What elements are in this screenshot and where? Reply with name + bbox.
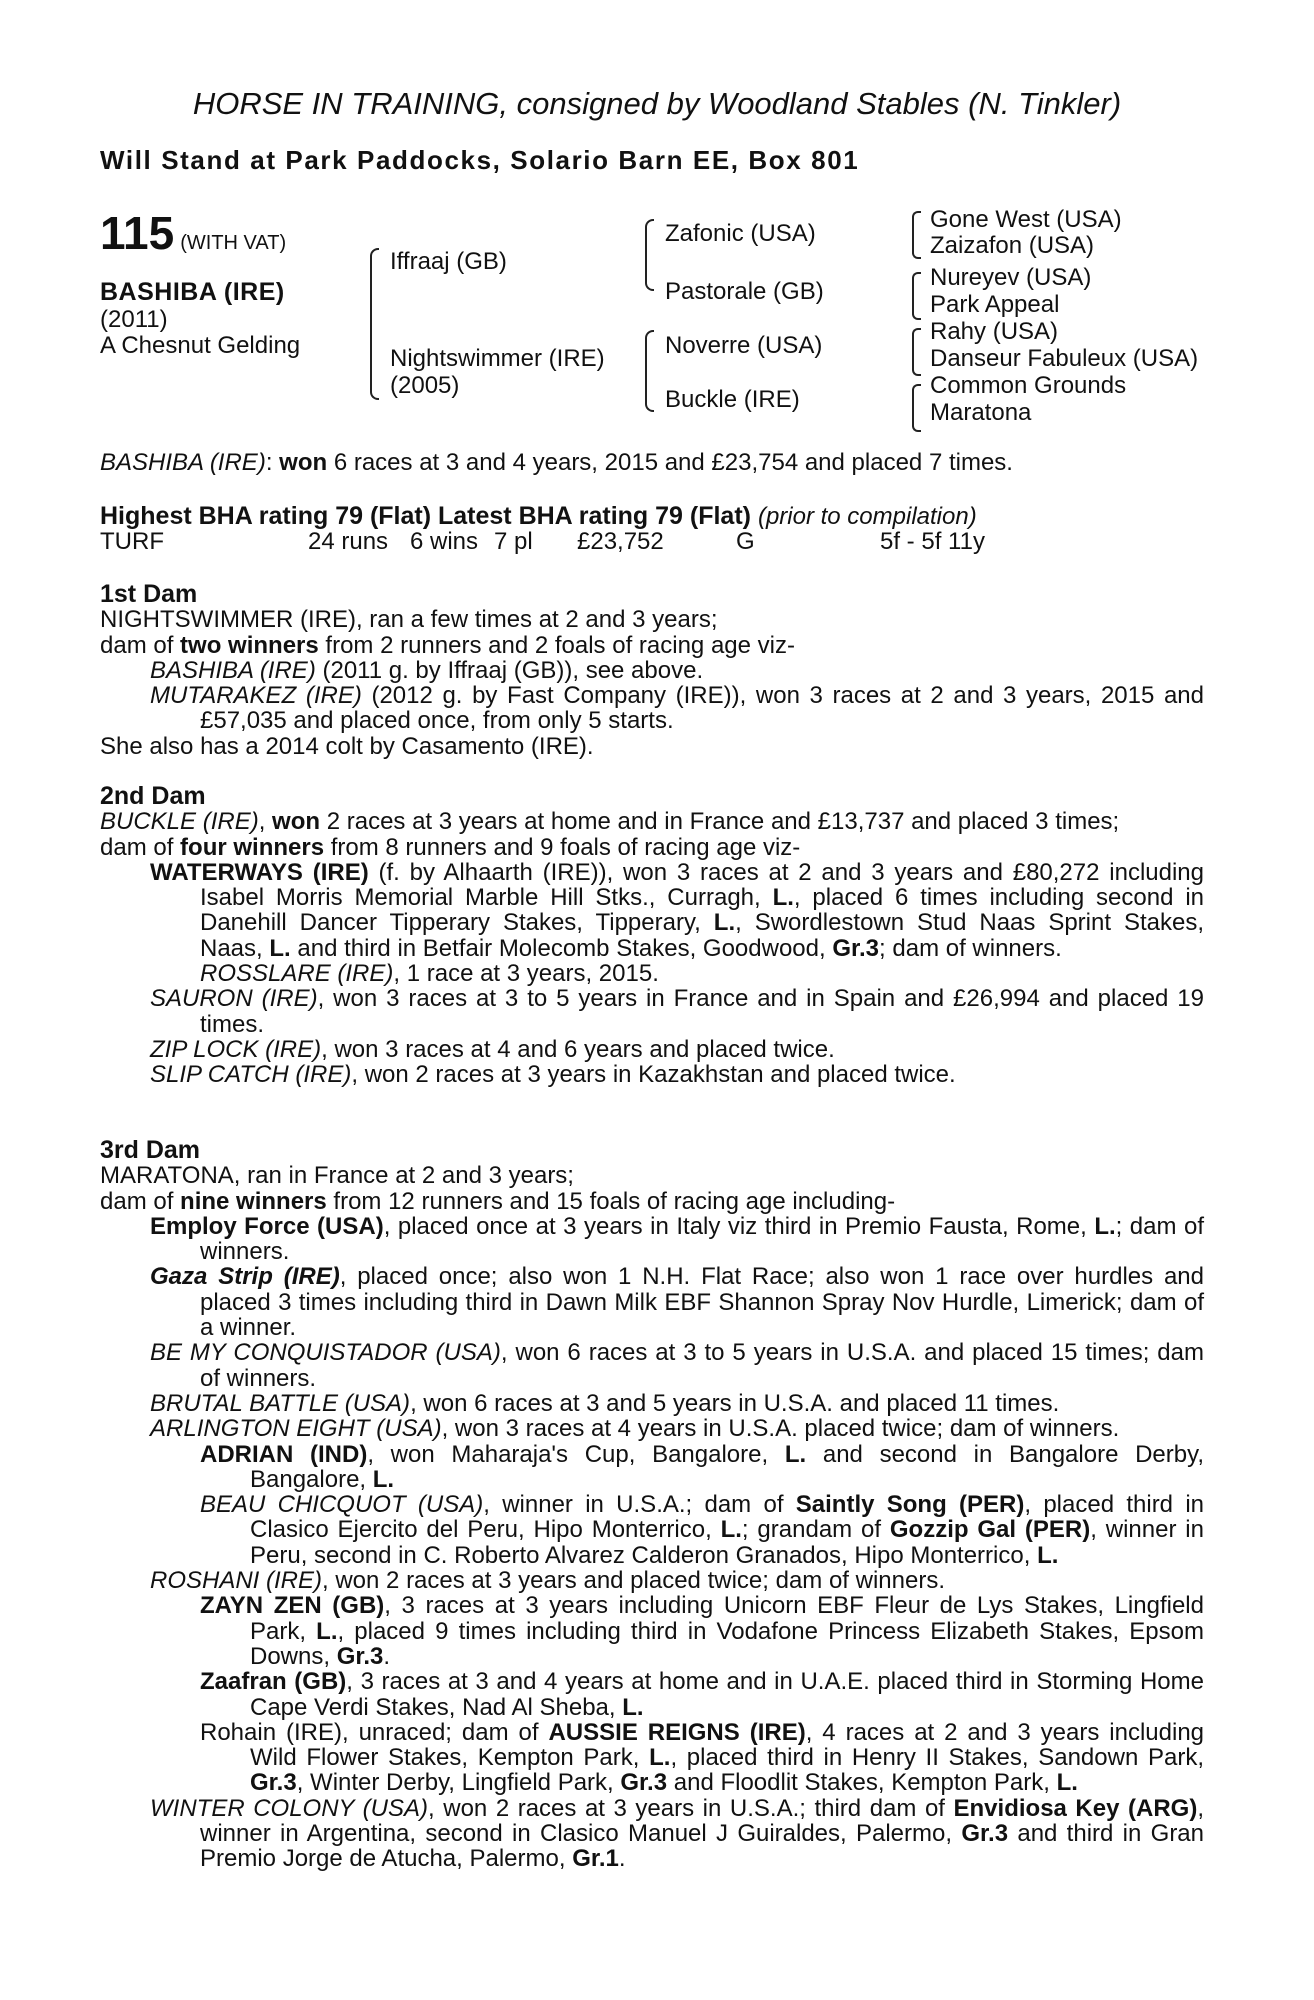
summary-horse-name: BASHIBA (IRE) [100,449,266,476]
produce-details: (2011 g. by Iffraaj (GB)), see above. [315,656,704,684]
produce-details: . [618,1845,626,1873]
first-dam-produce [100,633,1204,658]
turf-placed: 7 pl [494,528,533,555]
produce-details: , 4 races at 2 and 3 years including Wild Flower Stakes, Kempton Park, [250,1718,1205,1772]
produce-name: Gozzip Gal (PER) [889,1516,1091,1544]
produce-details: , won Maharaja's Cup, Bangalore, [367,1440,785,1468]
grandparent-3: Nureyev (USA) [930,264,1092,291]
produce-name: Gaza Strip (IRE) [150,1263,340,1291]
produce-name: ZAYN ZEN (GB) [200,1592,385,1620]
vat-note: (WITH VAT) [180,232,287,254]
horse-name: BASHIBA (IRE) [100,278,285,306]
produce-details: , won 6 races at 3 to 5 years in U.S.A. and placed 15 times; dam of winners. [200,1339,1204,1392]
first-dam-also: She also has a 2014 colt by Casamento (IRE). [100,732,594,760]
sire: Iffraaj (GB) [390,248,507,275]
produce-entry [100,1720,1204,1796]
turf-going: G [736,528,755,555]
race-grade: Gr.3 [620,1769,668,1797]
produce-details: ; dam of winners. [200,1212,1205,1266]
dam-of-text: dam of [100,833,181,861]
race-grade: Gr.3 [250,1769,297,1797]
rating-note: (prior to compilation) [757,503,977,530]
produce-details: , placed once; also won 1 N.H. Flat Race; also won 1 race over hurdles and placed 3 times including third in Dawn Milk EBF Shannon Spray Nov Hurdle, Limerick; dam of a winner. [200,1263,1205,1342]
second-dam-section [100,784,1204,1088]
pedigree-bracket [645,330,654,412]
produce-details: , winner in Peru, second in C. Roberto Alvarez Calderon Granados, Hipo Monterrico, [250,1516,1204,1569]
produce-name: Zaafran (GB) [200,1668,347,1696]
produce-details: ; dam of winners. [879,934,1062,962]
turf-earnings: £23,752 [577,528,664,555]
produce-name: BASHIBA (IRE) [150,656,316,684]
produce-details: , won 6 races at 3 and 5 years in U.S.A. and placed 11 times. [410,1389,1060,1417]
winners-count: two winners [180,631,319,659]
produce-details: and second in Bangalore Derby, Bangalore, [250,1440,1205,1493]
dam-record: 2 races at 3 years at home and in France and £13,737 and placed 3 times; [320,808,1120,836]
grandparent-6: Danseur Fabuleux (USA) [930,345,1199,372]
race-grade: Gr.3 [336,1642,384,1670]
produce-details: , placed third in Henry II Stakes, Sandown Park, [670,1744,1204,1772]
produce-name: Employ Force (USA) [150,1212,384,1240]
race-grade: L. [316,1617,338,1645]
produce-name: ARLINGTON EIGHT (USA) [150,1415,442,1443]
produce-entry [100,1062,1204,1087]
dam-name: BUCKLE (IRE) [100,808,259,836]
second-dam-produce [100,835,1204,860]
pedigree-bracket [912,272,921,320]
produce-name: BEAU CHICQUOT (USA) [200,1491,484,1519]
grandparent-2: Zaizafon (USA) [930,232,1095,259]
produce-details: , Winter Derby, Lingfield Park, [296,1769,621,1797]
race-grade: L. [649,1744,671,1772]
turf-surface: TURF [100,528,164,555]
produce-entry [100,1391,1204,1416]
produce-entry [100,1416,1204,1441]
produce-details: , winner in Argentina, second in Clasico Manuel J Guiraldes, Palermo, [200,1794,1205,1848]
produce-name: ZIP LOCK (IRE) [150,1035,322,1063]
pedigree-bracket [645,219,654,291]
produce-details: , placed once at 3 years in Italy viz third in Premio Fausta, Rome, [383,1212,1095,1240]
produce-details: Rohain (IRE), unraced; dam of [200,1718,549,1746]
turf-distance: 5f - 5f 11y [880,528,985,555]
grandparent-7: Common Grounds [930,372,1127,399]
race-grade: Gr.3 [961,1820,1009,1848]
produce-text: from 12 runners and 15 foals of racing age including- [326,1187,896,1215]
produce-name: MUTARAKEZ (IRE) [150,682,362,710]
grandparent-1: Gone West (USA) [930,206,1122,233]
produce-details: (2012 g. by Fast Company (IRE)), won 3 races at 2 and 3 years, 2015 and £57,035 and placed once, from only 5 starts. [200,682,1204,735]
sire-dam: Pastorale (GB) [665,278,824,305]
produce-name: BRUTAL BATTLE (USA) [150,1389,411,1417]
produce-entry [100,1442,1204,1493]
third-dam-section [100,1138,1204,1872]
produce-details: and Floodlit Stakes, Kempton Park, [667,1769,1057,1797]
race-grade: Gr.3 [832,934,880,962]
page-title: HORSE IN TRAINING, consigned by Woodland Stables (N. Tinkler) [192,86,1122,121]
third-dam-heading: 3rd Dam [100,1136,201,1164]
dam-won: won [272,808,321,836]
first-dam-heading: 1st Dam [100,580,198,608]
pedigree-bracket [912,211,921,259]
pedigree-bracket [912,328,921,376]
dam-sire: Noverre (USA) [665,332,823,359]
produce-details: (f. by Alhaarth (IRE)), won 3 races at 2 and 3 years and £80,272 including Isabel Morris Memorial Marble Hill Stks., Curragh, [200,858,1204,912]
produce-entry [100,1492,1204,1568]
produce-details: , won 3 races at 3 to 5 years in France and in Spain and £26,994 and placed 19 times. [200,985,1204,1038]
produce-details: , winner in U.S.A.; dam of [483,1491,796,1519]
produce-name: BE MY CONQUISTADOR (USA) [150,1339,501,1367]
produce-entry [100,658,1204,683]
race-grade: L. [1094,1212,1116,1240]
produce-details: , 1 race at 3 years, 2015. [393,960,659,988]
race-grade: L. [720,1516,742,1544]
produce-details: , 3 races at 3 and 4 years at home and in U.A.E. placed third in Storming Home Cape Verdi Stakes, Nad Al Sheba, [250,1668,1204,1721]
produce-text: from 8 runners and 9 foals of racing age viz- [324,833,801,861]
stand-location: Will Stand at Park Paddocks, Solario Barn EE, Box 801 [100,145,860,175]
summary-colon: : [265,449,280,476]
dam-sep: , [258,808,273,836]
rating-text: Highest BHA rating 79 (Flat) Latest BHA rating 79 (Flat) [100,502,751,530]
produce-details: , won 2 races at 3 years in U.S.A.; third dam of [428,1794,954,1822]
produce-name: Saintly Song (PER) [795,1491,1025,1519]
produce-details: , placed 9 times including third in Vodafone Princess Elizabeth Stakes, Epsom Downs, [250,1617,1204,1670]
grandparent-4: Park Appeal [930,291,1060,318]
produce-entry [100,1264,1204,1340]
produce-entry [100,1593,1204,1669]
grandparent-8: Maratona [930,399,1032,426]
pedigree-bracket [912,384,921,432]
produce-details: , Swordlestown Stud Naas Sprint Stakes, Naas, [200,909,1204,962]
produce-entry [100,1340,1204,1391]
produce-entry [100,683,1204,734]
first-dam-section [100,582,1204,759]
produce-details: , placed 6 times including second in Danehill Dancer Tipperary Stakes, Tipperary, [200,884,1204,937]
produce-entry [100,860,1204,961]
foaling-year: (2011) [100,306,168,333]
produce-name: SLIP CATCH (IRE) [150,1061,352,1089]
third-dam-produce [100,1189,1204,1214]
produce-entry [100,1037,1204,1062]
turf-runs: 24 runs [308,528,389,555]
lot-number-block [100,206,286,260]
summary-text: 6 races at 3 and 4 years, 2015 and £23,754 and placed 7 times. [327,449,1013,476]
dam-year: (2005) [390,372,460,399]
produce-details: ; grandam of [741,1516,890,1544]
produce-details: and third in Gran Premio Jorge de Atucha, Palermo, [200,1820,1205,1873]
turf-wins: 6 wins [410,528,479,555]
winners-count: nine winners [180,1187,327,1215]
pedigree-bracket [370,248,379,400]
horse-description: A Chesnut Gelding [100,332,301,359]
produce-entry [100,1796,1204,1872]
produce-entry [100,1669,1204,1720]
produce-name: WINTER COLONY (USA) [150,1794,429,1822]
produce-name: SAURON (IRE) [150,985,318,1013]
produce-entry [100,961,1204,986]
grandparent-5: Rahy (USA) [930,318,1059,345]
produce-entry [100,986,1204,1037]
winners-count: four winners [180,833,325,861]
produce-details: , won 2 races at 3 years in Kazakhstan and placed twice. [351,1061,956,1089]
race-grade: L. [372,1465,395,1493]
produce-text: from 2 runners and 2 foals of racing age viz- [318,631,795,659]
produce-name: Envidiosa Key (ARG) [953,1794,1198,1822]
produce-details: , placed third in Clasico Ejercito del Peru, Hipo Monterrico, [250,1491,1205,1544]
race-grade: L. [1056,1769,1078,1797]
race-grade: L. [622,1693,644,1721]
race-grade: L. [269,934,291,962]
sire-sire: Zafonic (USA) [665,220,816,247]
produce-name: ROSSLARE (IRE) [200,960,394,988]
race-grade: L. [772,884,794,912]
second-dam-heading: 2nd Dam [100,782,206,810]
dam: Nightswimmer (IRE) [390,345,605,372]
first-dam-line: NIGHTSWIMMER (IRE), ran a few times at 2 and 3 years; [100,606,718,634]
produce-details: . [383,1642,391,1670]
race-summary [100,450,1204,475]
dam-of-text: dam of [100,631,181,659]
race-grade: L. [1037,1541,1059,1569]
produce-name: AUSSIE REIGNS (IRE) [548,1718,806,1746]
produce-entry [100,1568,1204,1593]
dam-of-text: dam of [100,1187,181,1215]
produce-details: , won 2 races at 3 years and placed twice; dam of winners. [322,1567,945,1595]
bha-rating [100,502,977,531]
second-dam-line [100,809,1204,834]
produce-details: , won 3 races at 4 and 6 years and placed twice. [321,1035,835,1063]
produce-details: , won 3 races at 4 years in U.S.A. placed twice; dam of winners. [441,1415,1120,1443]
race-grade: Gr.1 [572,1845,619,1873]
race-grade: L. [713,909,736,937]
produce-details: and third in Betfair Molecomb Stakes, Goodwood, [290,934,833,962]
produce-name: WATERWAYS (IRE) [150,858,369,886]
dam-dam: Buckle (IRE) [665,386,800,413]
produce-name: ADRIAN (IND) [200,1440,368,1468]
summary-won: won [279,449,328,476]
third-dam-line: MARATONA, ran in France at 2 and 3 years; [100,1162,574,1190]
race-grade: L. [784,1440,807,1468]
produce-details: , 3 races at 3 years including Unicorn EBF Fleur de Lys Stakes, Lingfield Park, [250,1592,1204,1645]
produce-entry [100,1214,1204,1265]
produce-name: ROSHANI (IRE) [150,1567,323,1595]
lot-number: 115 [100,207,175,259]
